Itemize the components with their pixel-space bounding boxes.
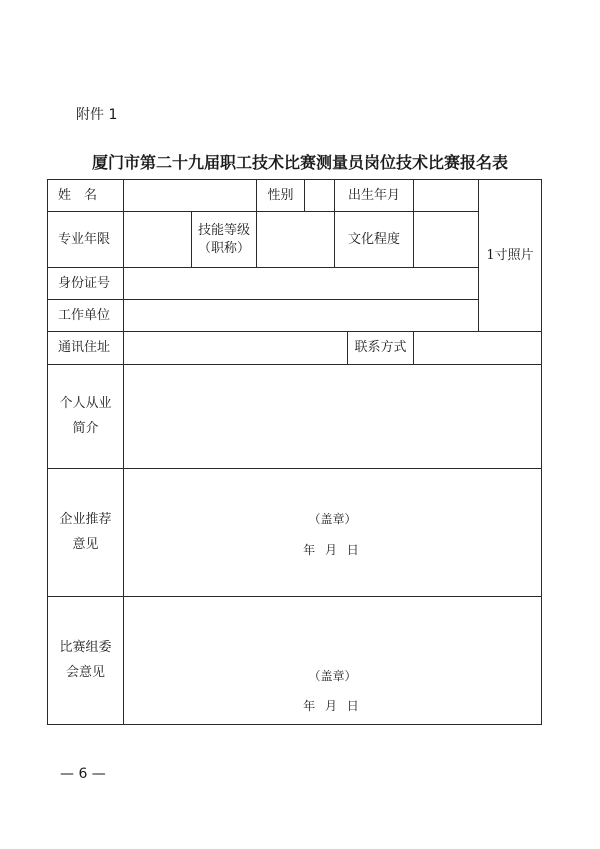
edu-field[interactable] xyxy=(414,212,479,268)
attachment-label: 附件 1 xyxy=(76,107,118,123)
id-label: 身份证号 xyxy=(48,268,124,300)
gender-label: 性别 xyxy=(257,180,305,212)
work-field[interactable] xyxy=(124,300,479,332)
committee-stamp: （盖章） xyxy=(308,668,357,683)
profile-label-line2: 简介 xyxy=(72,420,99,436)
skill-label-line1: 技能等级 xyxy=(197,222,250,238)
work-label: 工作单位 xyxy=(48,300,124,332)
skill-label xyxy=(192,212,257,268)
name-field[interactable] xyxy=(124,180,257,212)
edu-label: 文化程度 xyxy=(335,212,414,268)
profile-field[interactable] xyxy=(124,365,542,469)
gender-field[interactable] xyxy=(305,180,335,212)
company-label xyxy=(48,469,124,597)
years-field[interactable] xyxy=(124,212,192,268)
committee-label xyxy=(48,597,124,725)
page-number: — 6 — xyxy=(60,766,106,782)
committee-label-line1: 比赛组委 xyxy=(59,639,112,655)
company-label-line2: 意见 xyxy=(72,536,99,552)
name-label: 姓 名 xyxy=(48,180,124,212)
skill-label-line2: （职称） xyxy=(197,240,250,256)
contact-label: 联系方式 xyxy=(348,332,414,365)
committee-label-line2: 会意见 xyxy=(65,664,105,680)
company-opinion-field[interactable] xyxy=(124,469,542,597)
photo-box: 1寸照片 xyxy=(479,180,542,332)
form-title: 厦门市第二十九届职工技术比赛测量员岗位技术比赛报名表 xyxy=(91,153,508,172)
committee-opinion-field[interactable] xyxy=(124,597,542,725)
company-label-line1: 企业推荐 xyxy=(59,511,112,527)
id-field[interactable] xyxy=(124,268,479,300)
birth-label: 出生年月 xyxy=(335,180,414,212)
company-date: 年 月 日 xyxy=(303,542,362,557)
contact-field[interactable] xyxy=(414,332,542,365)
company-stamp: （盖章） xyxy=(308,512,357,527)
skill-field[interactable] xyxy=(257,212,335,268)
profile-label-line1: 个人从业 xyxy=(59,395,112,411)
birth-field[interactable] xyxy=(414,180,479,212)
address-label: 通讯住址 xyxy=(48,332,124,365)
years-label: 专业年限 xyxy=(48,212,124,268)
registration-form-table xyxy=(47,179,542,725)
profile-label xyxy=(48,365,124,469)
address-field[interactable] xyxy=(124,332,348,365)
committee-date: 年 月 日 xyxy=(303,698,362,713)
